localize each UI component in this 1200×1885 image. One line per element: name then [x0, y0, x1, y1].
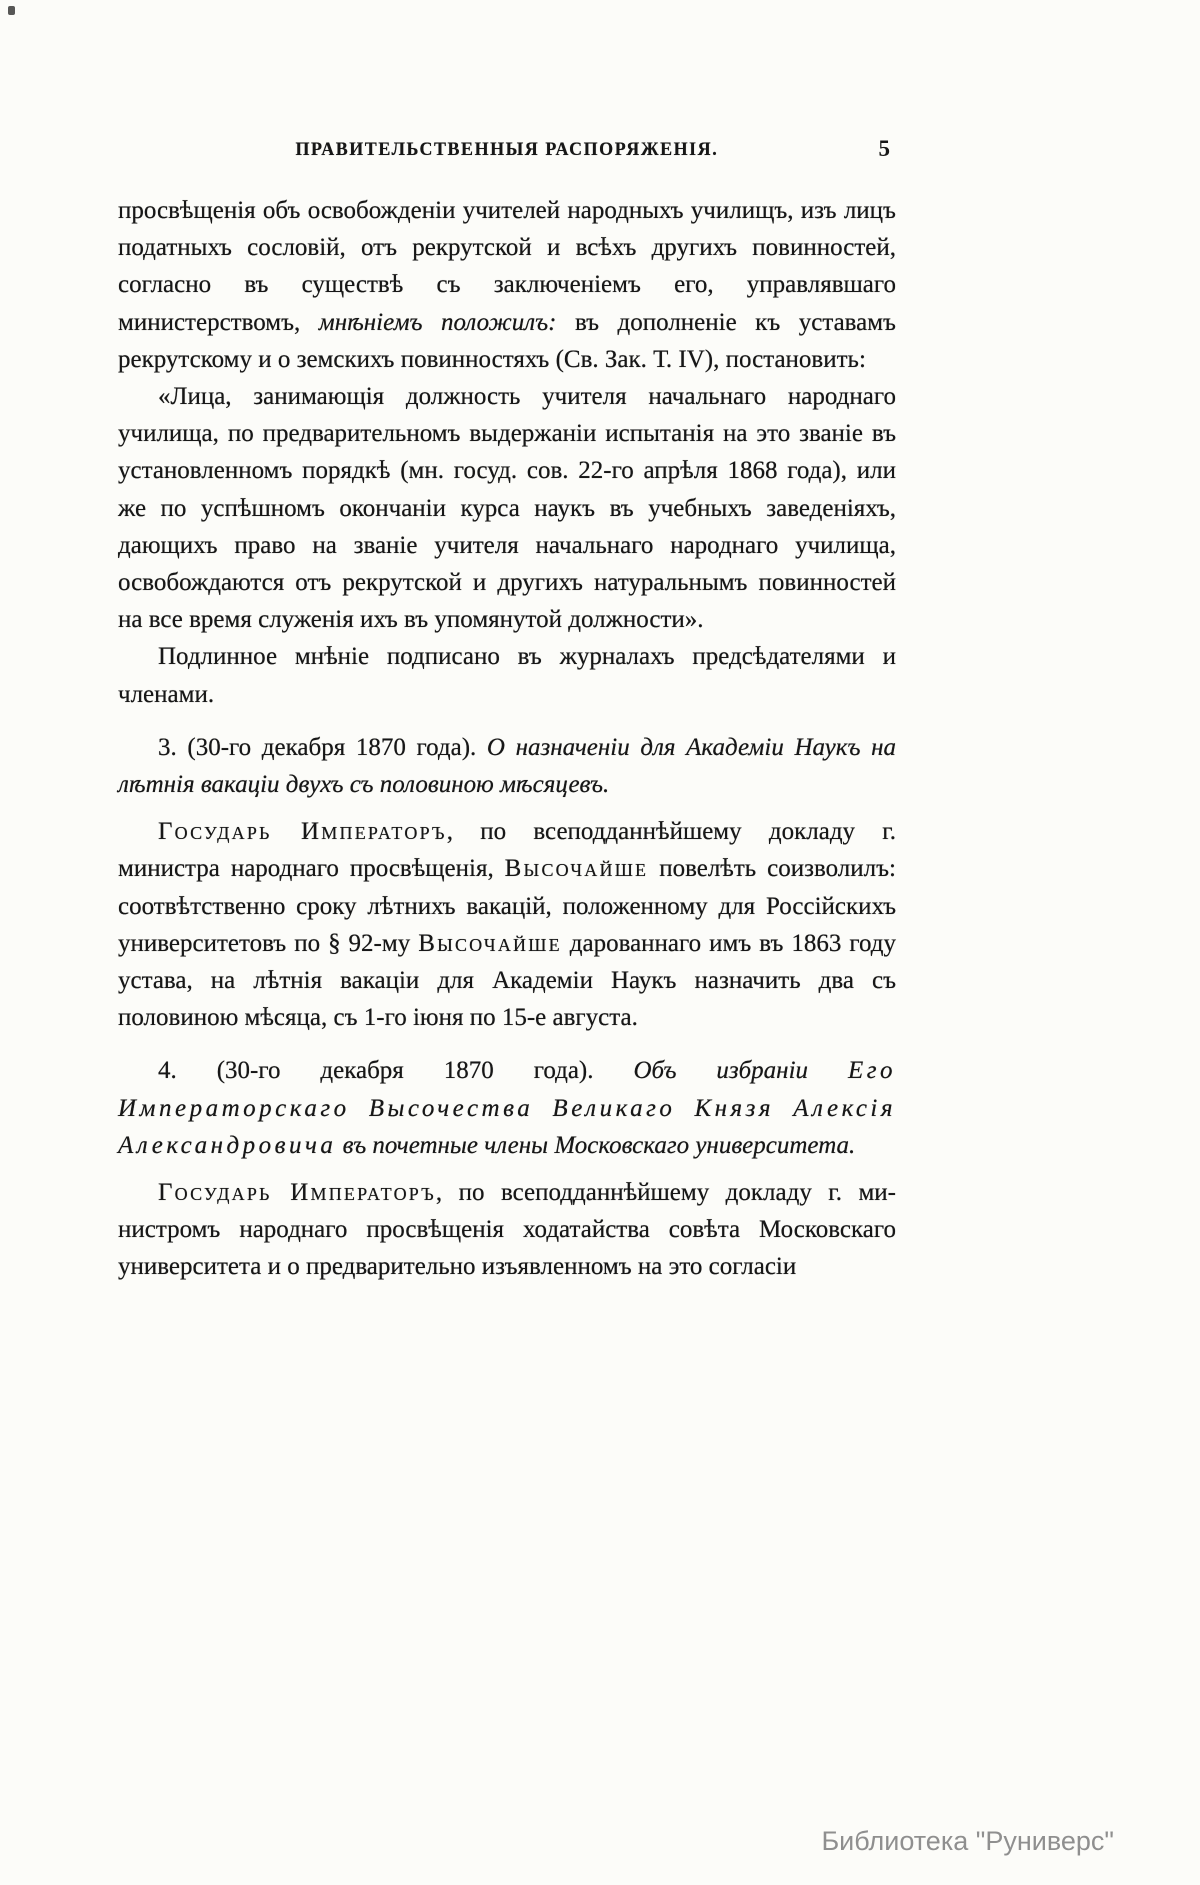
body-text: «Лица, занимающія должность учителя начальнаго народнаго училища, по предварительномъ выдержаніи испытанія на это званіе въ установленномъ порядкѣ (мн. госуд. сов. 22-го апрѣля 1868 года), или же по успѣшномъ окончаніи курса наукъ въ учебныхъ заведеніяхъ, дающихъ право на званіе учителя начальнаго народнаго училища, освобождаются отъ рекрутской и другихъ натуральнымъ повинностей на все время служенія ихъ въ упомянутой должности».: [118, 383, 896, 634]
text-column: [118, 192, 896, 1286]
section-heading-3: [118, 729, 896, 803]
section-number-date: 4. (30-го декабря 1870 года).: [158, 1057, 634, 1085]
smallcaps-highest: Высочайше: [504, 855, 649, 883]
paragraph-signatories: [118, 638, 896, 712]
body-text: дарованнаго имъ въ 1863 году устава, на лѣтнія вакаціи для Академіи Наукъ назначить два съ половиною мѣсяца, съ 1-го іюня по 15-е августа.: [118, 929, 896, 1032]
body-text: повелѣть соизволилъ: соотвѣтственно сроку лѣтнихъ вакацій, положенному для Россійскихъ университетовъ по § 92-му: [118, 855, 897, 957]
smallcaps-emperor: Государь Императоръ: [158, 1179, 436, 1207]
scan-artifact-speck: [8, 6, 15, 15]
body-text: , по всеподданнѣйшему докладу г. министра народнаго просвѣщенія,: [118, 818, 896, 883]
smallcaps-emperor: Государь Императоръ: [158, 818, 447, 846]
page-header: [118, 136, 896, 161]
body-text: въ дополненіе къ уставамъ рекрутскому и о земскихъ повинностяхъ (Св. Зак. Т. IV), постановить:: [118, 308, 896, 373]
paragraph-continuation: [118, 192, 896, 378]
section-title-italic: О назначеніи для Академіи Наукъ на лѣтнія вакаціи двухъ съ половиною мѣсяцевъ.: [118, 733, 896, 799]
paragraph-decree-4: [118, 1174, 896, 1286]
italic-phrase: мнѣніемъ положилъ:: [318, 308, 557, 336]
page-number: 5: [878, 136, 890, 161]
paragraph-decree-3: [118, 813, 896, 1036]
paragraph-quote: [118, 378, 896, 638]
running-title: ПРАВИТЕЛЬСТВЕННЫЯ РАСПОРЯЖЕНІЯ.: [295, 140, 719, 160]
section-number-date: 3. (30-го декабря 1870 года).: [158, 733, 487, 761]
body-text: Подлинное мнѣніе подписано въ журналахъ предсѣдателями и членами.: [118, 643, 896, 708]
section-title-italic: Объ избраніи: [633, 1057, 848, 1085]
royal-name-spaced-italic: Его Императорскаго Высочества Великаго Князя Алексія Александровича: [118, 1057, 897, 1159]
library-watermark: Библиотека "Руниверс": [821, 1826, 1114, 1856]
smallcaps-highest: Высочайше: [418, 929, 562, 957]
body-text: , по всеподданнѣйшему докладу г. министромъ народнаго просвѣщенія ходатайства совѣта Московскаго университета и о предварительно изъявленномъ на это согласіи: [118, 1179, 896, 1281]
section-title-italic: въ почетные члены Московскаго университета.: [336, 1131, 856, 1159]
section-heading-4: [118, 1052, 896, 1164]
body-text: просвѣщенія объ освобожденіи учителей народныхъ училищъ, изъ лицъ податныхъ сословій, отъ рекрутской и всѣхъ другихъ повинностей, согласно въ существѣ съ заключеніемъ его, управлявшаго министерствомъ,: [118, 197, 896, 336]
